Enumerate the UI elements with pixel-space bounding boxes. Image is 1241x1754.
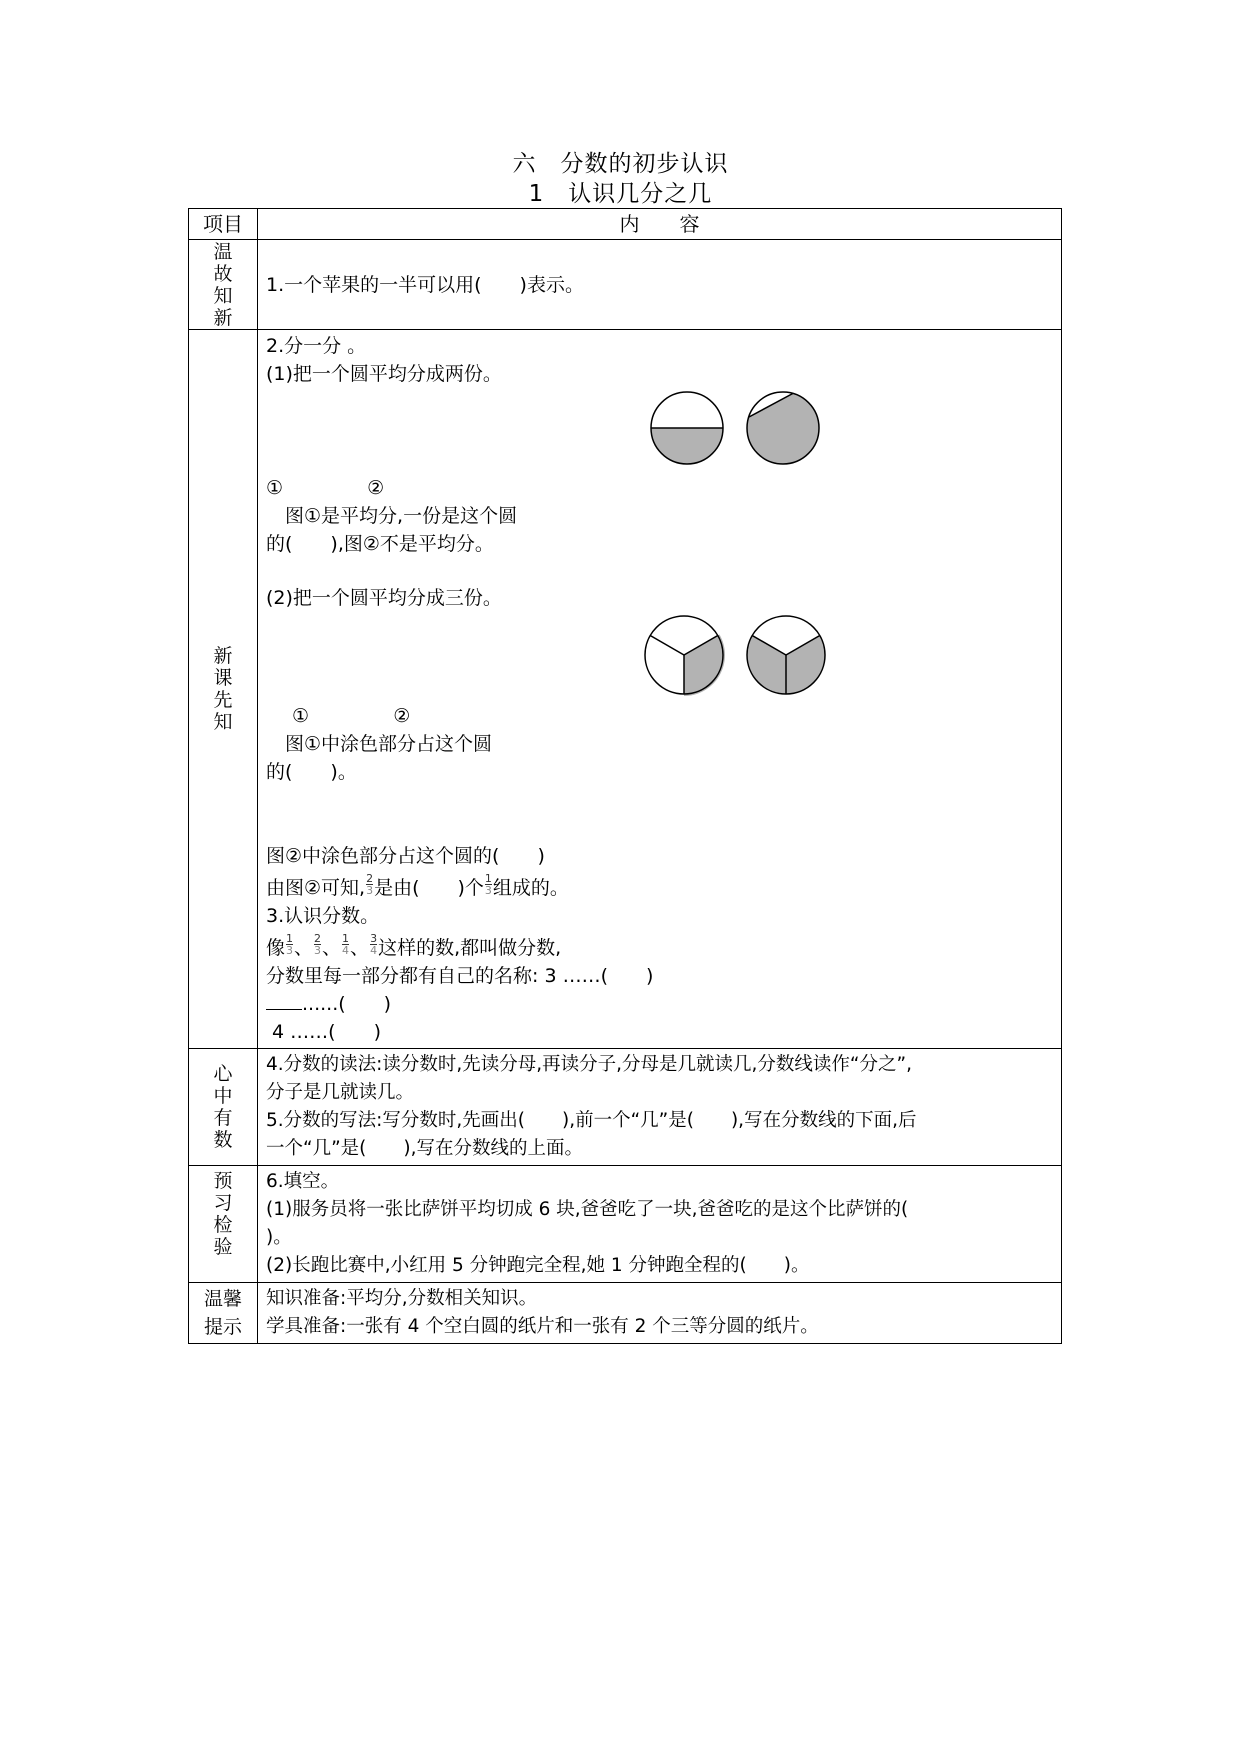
row-content-tips: [258, 1283, 1062, 1344]
numerator: 1: [286, 932, 294, 945]
question-3-text: [266, 990, 1053, 1018]
half-circle-even-icon: [649, 390, 725, 466]
row-newlesson: [189, 330, 1062, 1049]
label-char: 数: [213, 1129, 233, 1151]
materials-prep: 学具准备:一张有 4 个空白圆的纸片和一张有 2 个三等分圆的纸片。: [266, 1316, 819, 1337]
label-char: 先: [213, 689, 233, 711]
numerator: 3: [370, 932, 378, 945]
text: 组成的。: [492, 877, 569, 899]
writing-rule: 5.分数的写法:写分数时,先画出( ),前一个“几”是( ),写在分数线的下面,后: [266, 1110, 917, 1131]
label-text: 温馨: [203, 1288, 242, 1310]
separator: 、: [350, 937, 370, 959]
label-char: 温: [213, 240, 233, 263]
question-2-2-text: 图①中涂色部分占这个圆: [266, 733, 493, 755]
header-col-content: 内 容: [258, 209, 1062, 240]
row-preview: [189, 1166, 1062, 1283]
denominator: 3: [286, 944, 294, 957]
text: ......( ): [302, 993, 392, 1015]
separator: 、: [294, 937, 314, 959]
label-text: 提示: [203, 1316, 242, 1338]
thirds-figures: [416, 614, 1053, 700]
fraction-line: [266, 991, 302, 1010]
page-subtitle: 1 认识几分之几: [528, 181, 713, 207]
row-content-warmup: [258, 240, 1062, 330]
fraction: [485, 873, 492, 896]
question-3-text: [266, 934, 1053, 962]
mark-2: ②: [393, 705, 411, 727]
row-content-newlesson: [258, 330, 1062, 1049]
row-label-preview: [189, 1166, 258, 1283]
label-char: 习: [213, 1192, 233, 1214]
row-content-preview: [258, 1166, 1062, 1283]
question-2-2: (2)把一个圆平均分成三份。: [266, 587, 502, 609]
question-6-2: (2)长跑比赛中,小红用 5 分钟跑完全程,她 1 分钟跑全程的( )。: [266, 1255, 810, 1276]
row-label-newlesson: [189, 330, 258, 1049]
question-3-text: 4 ……( ): [266, 1021, 381, 1043]
label-char: 新: [213, 306, 233, 329]
label-char: 课: [213, 667, 233, 689]
question-3-text: 分数里每一部分都有自己的名称: 3 ……( ): [266, 965, 654, 987]
label-char: 中: [213, 1085, 233, 1107]
question-2-1-text: 图①是平均分,一份是这个圆: [266, 505, 518, 527]
header-col-item: 项目: [189, 209, 258, 240]
fraction: [286, 933, 293, 956]
separator: 、: [322, 937, 342, 959]
question-6-1: (1)服务员将一张比萨饼平均切成 6 块,爸爸吃了一块,爸爸吃的是这个比萨饼的(: [266, 1199, 909, 1220]
question-2-1: (1)把一个圆平均分成两份。: [266, 363, 502, 385]
third-circle-one-shaded-icon: [643, 614, 725, 696]
row-tips: [189, 1283, 1062, 1344]
numerator: 1: [484, 872, 492, 885]
label-char: 预: [213, 1170, 233, 1192]
header-row: [189, 209, 1062, 240]
row-label-keypoints: [189, 1049, 258, 1166]
question-2-title: 2.分一分 。: [266, 335, 367, 357]
numerator: 1: [342, 932, 350, 945]
writing-rule: 一个“几”是( ),写在分数线的上面。: [266, 1138, 583, 1159]
row-warmup: [189, 240, 1062, 330]
question-1: 1.一个苹果的一半可以用( )表示。: [266, 273, 584, 296]
question-2-1-text: 的( ),图②不是平均分。: [266, 533, 494, 555]
fraction: [370, 933, 377, 956]
label-char: 有: [213, 1107, 233, 1129]
numerator: 2: [366, 872, 374, 885]
question-6-1: )。: [266, 1227, 292, 1248]
mark-1: ①: [266, 477, 284, 499]
page-title: 六 分数的初步认识: [512, 151, 729, 177]
label-char: 心: [213, 1063, 233, 1085]
label-char: 验: [213, 1236, 233, 1258]
label-char: 知: [213, 711, 233, 733]
denominator: 3: [484, 884, 492, 897]
question-2-2-conclusion: [266, 874, 1053, 902]
question-6-title: 6.填空。: [266, 1171, 340, 1192]
fraction: [342, 933, 349, 956]
denominator: 3: [366, 884, 374, 897]
mark-1: ①: [292, 705, 310, 727]
fraction: [366, 873, 373, 896]
label-char: 故: [213, 262, 233, 285]
mark-2: ②: [367, 477, 385, 499]
halves-figures: [416, 390, 1053, 470]
question-2-2-text: 的( )。: [266, 761, 357, 783]
row-label-tips: [189, 1283, 258, 1344]
label-char: 检: [213, 1214, 233, 1236]
third-circle-two-shaded-icon: [745, 614, 827, 696]
figure-marks-1: [266, 474, 1053, 502]
label-char: 新: [213, 645, 233, 667]
row-content-keypoints: [258, 1049, 1062, 1166]
worksheet-table: [188, 208, 1062, 1344]
label-char: 知: [213, 284, 233, 307]
row-label-warmup: [189, 240, 258, 330]
reading-rule: 分子是几就读几。: [266, 1082, 415, 1103]
reading-rule: 4.分数的读法:读分数时,先读分母,再读分子,分母是几就读几,分数线读作“分之”,: [266, 1054, 912, 1075]
text: 由图②可知,: [266, 877, 366, 899]
denominator: 3: [314, 944, 322, 957]
text: 是由( )个: [374, 877, 484, 899]
half-circle-uneven-icon: [745, 390, 821, 466]
denominator: 4: [342, 944, 350, 957]
numerator: 2: [314, 932, 322, 945]
question-3-title: 3.认识分数。: [266, 905, 380, 927]
text: 这样的数,都叫做分数,: [378, 937, 562, 959]
fraction: [314, 933, 321, 956]
question-2-2-text: 图②中涂色部分占这个圆的( ): [266, 845, 545, 867]
row-keypoints: [189, 1049, 1062, 1166]
denominator: 4: [370, 944, 378, 957]
knowledge-prep: 知识准备:平均分,分数相关知识。: [266, 1288, 538, 1309]
text: 像: [266, 937, 286, 959]
figure-marks-2: [266, 702, 1053, 730]
